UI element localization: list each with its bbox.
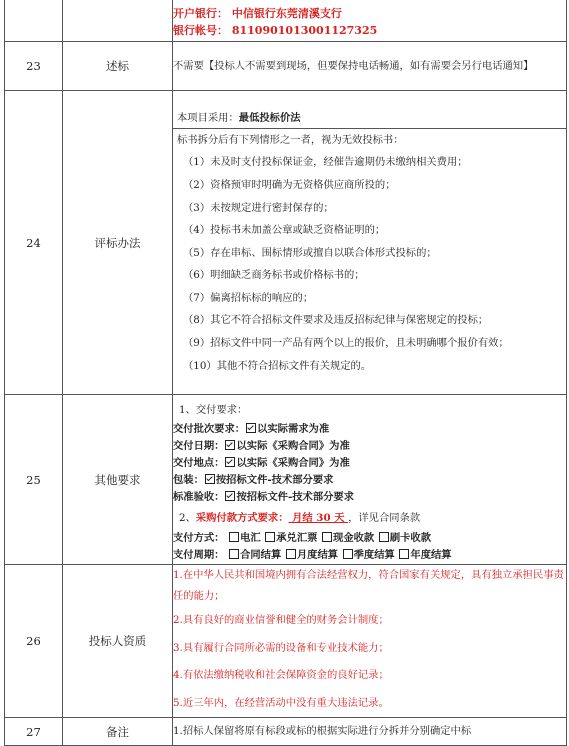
row-26 <box>5 565 567 718</box>
payment-method-option: 承兑汇票 <box>276 531 318 544</box>
qualification-item: 4.有依法缴纳税收和社会保障资金的良好记录； <box>173 669 389 681</box>
delivery-batch-value: 以实际需求为准 <box>257 422 330 435</box>
checkbox-icon[interactable] <box>286 549 296 559</box>
payment-cycle-option: 月度结算 <box>296 548 339 561</box>
checkbox-icon[interactable] <box>229 532 239 542</box>
row-number: 27 <box>5 718 63 746</box>
checkbox-icon[interactable] <box>229 549 239 559</box>
checkbox-icon[interactable] <box>322 532 332 542</box>
payment-tail: ，详见合同条款 <box>348 511 421 524</box>
acceptance-label: 标准验收： <box>173 490 225 503</box>
delivery-place-label: 交付地点： <box>173 456 225 469</box>
bank-row-title <box>63 0 173 42</box>
row-number: 24 <box>5 91 63 395</box>
payment-method-option: 刷卡收款 <box>389 531 432 544</box>
qualification-item: 3.具有履行合同所必需的设备和专业技术能力； <box>173 641 389 654</box>
row-title: 投标人资质 <box>63 565 173 718</box>
evaluation-content <box>173 91 567 395</box>
invalid-item: （4）投标书未加盖公章或缺乏资格证明的； <box>183 224 386 237</box>
row-title: 评标办法 <box>63 91 173 395</box>
checked-box-icon[interactable] <box>246 423 256 433</box>
package-line <box>173 472 566 489</box>
qualification-item: 5.近三年内，在经营活动中没有重大违法记录。 <box>173 696 389 709</box>
remarks-text: 1.招标人保留将原有标段或标的根据实际进行分拆并分别确定中标 <box>173 725 472 738</box>
tender-table <box>4 0 567 746</box>
payment-method-option: 现金收款 <box>333 531 375 544</box>
row-24 <box>5 91 567 395</box>
account-bank-label: 开户银行： <box>173 6 228 20</box>
qualification-item: 2.具有良好的商业信誉和健全的财务会计制度； <box>173 614 389 626</box>
delivery-place-line <box>173 455 566 472</box>
checked-box-icon[interactable] <box>225 440 235 450</box>
account-bank-line <box>173 5 566 22</box>
delivery-place-value: 以实际《采购合同》为准 <box>236 456 350 469</box>
account-no-line <box>173 22 566 39</box>
checkbox-icon[interactable] <box>399 549 409 559</box>
acceptance-line <box>173 489 566 506</box>
invalid-item: （8）其它不符合招标文件要求及违反招标纪律与保密规定的投标； <box>183 314 489 327</box>
row-title: 其他要求 <box>63 395 173 565</box>
method-prefix: 本项目采用： <box>177 111 239 124</box>
delivery-batch-label: 交付批次要求： <box>173 422 246 435</box>
row-27 <box>5 718 567 746</box>
presentation-text: 不需要【投标人不需要到现场，但要保持电话畅通，如有需要会另行电话通知】 <box>173 59 534 72</box>
bank-row <box>5 0 567 42</box>
qualification-item: 1.在中华人民共和国境内拥有合法经营权力，符合国家有关规定，具有独立承担民事责任的能力； <box>173 569 564 602</box>
bank-info <box>173 0 567 42</box>
payment-method-option: 电汇 <box>240 531 261 544</box>
delivery-date-value: 以实际《采购合同》为准 <box>236 439 350 452</box>
payment-value: 月结 30 天 <box>288 511 349 524</box>
checkbox-icon[interactable] <box>343 549 353 559</box>
bidder-qualifications <box>173 565 567 718</box>
delivery-date-line <box>173 438 566 455</box>
row-number: 25 <box>5 395 63 565</box>
row-title: 述标 <box>63 42 173 91</box>
package-value: 按招标文件-技术部分要求 <box>215 473 334 486</box>
row-25 <box>5 395 567 565</box>
invalid-item: （2）资格预审时明确为无资格供应商所投的； <box>183 178 396 191</box>
account-no-label: 银行帐号： <box>173 23 228 37</box>
checked-box-icon[interactable] <box>205 474 215 484</box>
row-number: 26 <box>5 565 63 718</box>
method-value: 最低投标价法 <box>238 111 301 124</box>
payment-cycle-option: 季度结算 <box>353 548 395 561</box>
account-no-value: 8110901013001127325 <box>231 23 378 37</box>
row-23 <box>5 42 567 91</box>
payment-label: 采购付款方式要求： <box>195 511 289 524</box>
delivery-heading: 1、交付要求： <box>179 403 248 416</box>
row-content <box>173 42 567 91</box>
bank-row-num <box>5 0 63 42</box>
other-requirements <box>173 395 567 565</box>
payment-cycle-option: 年度结算 <box>410 548 452 561</box>
payment-method-line <box>173 530 566 547</box>
invalid-item: （6）明细缺乏商务标书或价格标书的； <box>183 269 365 282</box>
row-title: 备注 <box>63 718 173 746</box>
checked-box-icon[interactable] <box>225 457 235 467</box>
invalid-item: （10）其他不符合招标文件有关规定的。 <box>183 359 372 372</box>
invalid-item: （5）存在串标、围标情形或擅自以联合体形式投标的； <box>183 246 437 259</box>
acceptance-value: 按招标文件-技术部分要求 <box>236 490 355 503</box>
remarks-content <box>173 718 567 746</box>
row-number: 23 <box>5 42 63 91</box>
invalid-item: （1）未及时支付投标保证金，经催告逾期仍未缴纳相关费用； <box>183 156 468 169</box>
checkbox-icon[interactable] <box>379 532 389 542</box>
invalid-item: （7）偏离招标标的响应的； <box>183 291 314 304</box>
invalid-item: （9）招标文件中同一产品有两个以上的报价，且未明确哪个报价有效； <box>183 337 509 350</box>
package-label: 包装： <box>173 473 204 486</box>
method-line <box>173 108 566 129</box>
checkbox-icon[interactable] <box>265 532 275 542</box>
payment-cycle-option: 合同结算 <box>240 548 282 561</box>
payment-method-label: 支付方式： <box>173 531 225 544</box>
account-bank-value: 中信银行东莞清溪支行 <box>231 6 342 20</box>
payment-terms-line <box>173 506 566 530</box>
delivery-date-label: 交付日期： <box>173 439 225 452</box>
invalid-item: （3）未按规定进行密封保存的； <box>183 201 334 214</box>
delivery-batch-line <box>173 421 566 438</box>
invalid-intro: 标书拆分后有下列情形之一者，视为无效投标书： <box>177 133 404 146</box>
payment-cycle-line <box>173 547 566 564</box>
checked-box-icon[interactable] <box>225 491 235 501</box>
payment-number: 2、 <box>179 511 196 524</box>
payment-cycle-label: 支付周期： <box>173 548 225 561</box>
